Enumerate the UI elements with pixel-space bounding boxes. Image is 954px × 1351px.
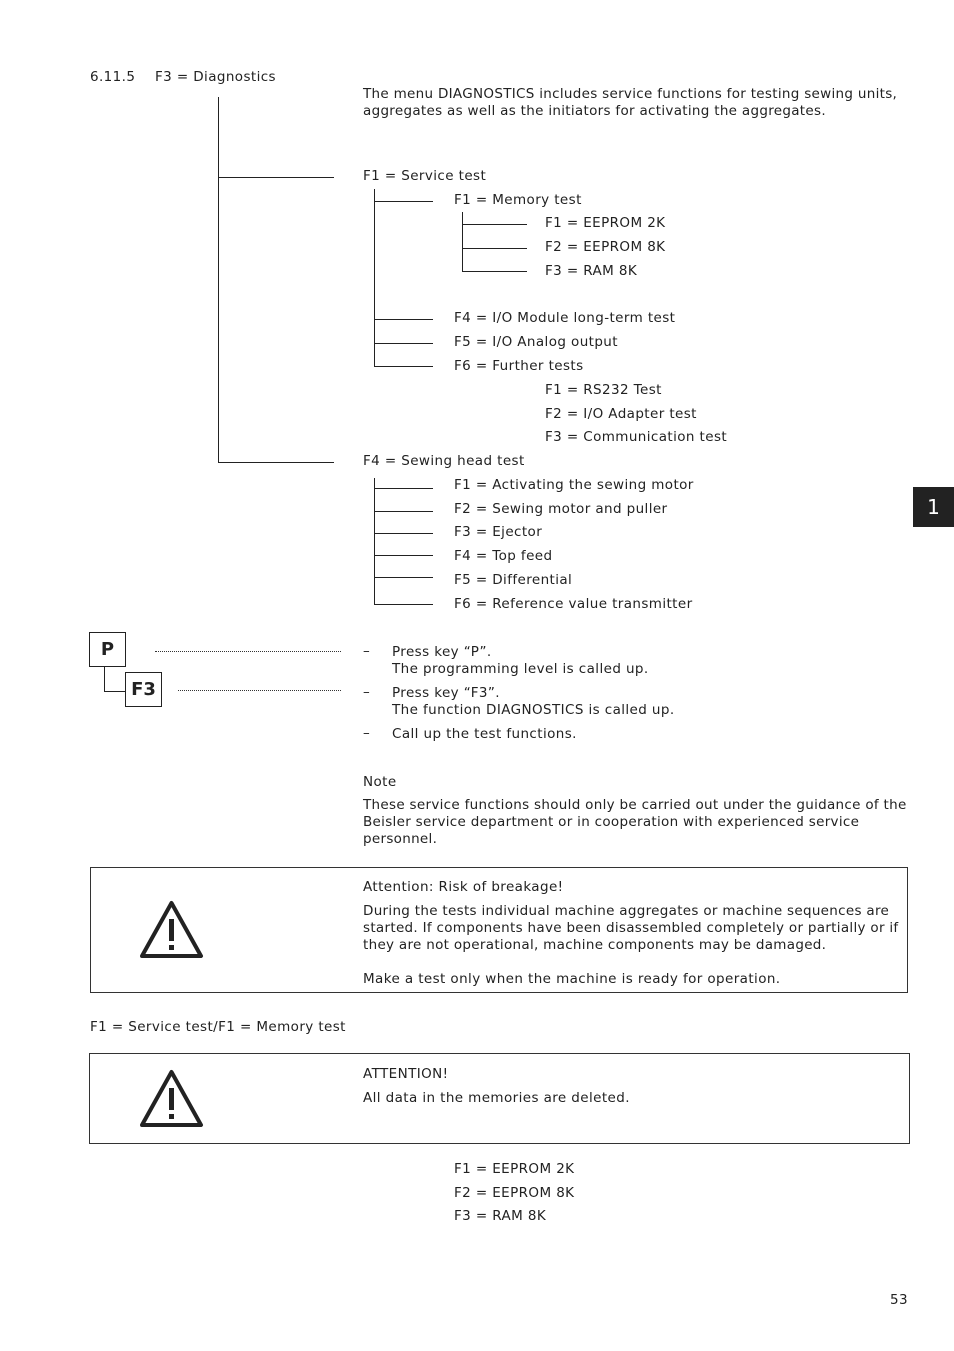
step-action: Call up the test functions. [392, 726, 577, 742]
section-title: F3 = Diagnostics [155, 69, 276, 85]
key-connector [104, 667, 105, 692]
step-dash: – [363, 684, 371, 700]
leader-dots [155, 651, 341, 652]
leader-dots [178, 690, 341, 691]
tree-sewing-head-test: F4 = Sewing head test [363, 453, 525, 469]
tree-sewing-item: F2 = Sewing motor and puller [454, 501, 668, 517]
chapter-tab: 1 [913, 487, 954, 527]
tree-io-module: F4 = I/O Module long-term test [454, 310, 676, 326]
step-dash: – [363, 643, 371, 659]
memory-item: F1 = EEPROM 2K [454, 1161, 575, 1177]
tree-memory-item: F1 = EEPROM 2K [545, 215, 666, 231]
warning-text: During the tests individual machine aggregates or machine sequences are started. If components have been disassembled completely or partially or if they are not operational, machine components may be damaged. [363, 903, 899, 953]
note-text: These service functions should only be carried out under the guidance of the Beisler service department or in cooperation with experienced service personnel. [363, 797, 907, 847]
warning-title: Attention: Risk of breakage! [363, 879, 564, 895]
step-result: The programming level is called up. [392, 661, 649, 677]
tree-sewing-item: F4 = Top feed [454, 548, 553, 564]
tree-further-item: F1 = RS232 Test [545, 382, 662, 398]
step-action: Press key “F3”. [392, 685, 500, 701]
tree-further-item: F3 = Communication test [545, 429, 728, 445]
warning-triangle-icon [138, 1068, 205, 1129]
section-number: 6.11.5 [90, 69, 136, 85]
page-number: 53 [890, 1292, 908, 1308]
warning-triangle-icon [138, 899, 205, 960]
memory-item: F3 = RAM 8K [454, 1208, 547, 1224]
intro-text: The menu DIAGNOSTICS includes service functions for testing sewing units, aggregates as well as the initiators for activating the aggregates. [363, 86, 898, 119]
note-title: Note [363, 774, 397, 790]
subheading: F1 = Service test/F1 = Memory test [90, 1019, 346, 1035]
tree-service-test: F1 = Service test [363, 168, 487, 184]
f3-key-icon: F3 [125, 672, 162, 707]
tree-further-tests: F6 = Further tests [454, 358, 584, 374]
tree-sewing-item: F1 = Activating the sewing motor [454, 477, 694, 493]
tree-io-analog: F5 = I/O Analog output [454, 334, 618, 350]
memory-item: F2 = EEPROM 8K [454, 1185, 575, 1201]
warning-text-2: Make a test only when the machine is ready for operation. [363, 971, 781, 987]
tree-memory-item: F3 = RAM 8K [545, 263, 638, 279]
warning-title: ATTENTION! [363, 1066, 449, 1082]
step-dash: – [363, 725, 371, 741]
key-connector [104, 691, 125, 692]
tree-further-item: F2 = I/O Adapter test [545, 406, 697, 422]
tree-sewing-item: F3 = Ejector [454, 524, 543, 540]
p-key-icon: P [89, 632, 126, 667]
step-result: The function DIAGNOSTICS is called up. [392, 702, 675, 718]
warning-text: All data in the memories are deleted. [363, 1090, 630, 1106]
step-action: Press key “P”. [392, 644, 492, 660]
tree-memory-item: F2 = EEPROM 8K [545, 239, 666, 255]
tree-sewing-item: F6 = Reference value transmitter [454, 596, 693, 612]
tree-sewing-item: F5 = Differential [454, 572, 573, 588]
tree-memory-test: F1 = Memory test [454, 192, 582, 208]
